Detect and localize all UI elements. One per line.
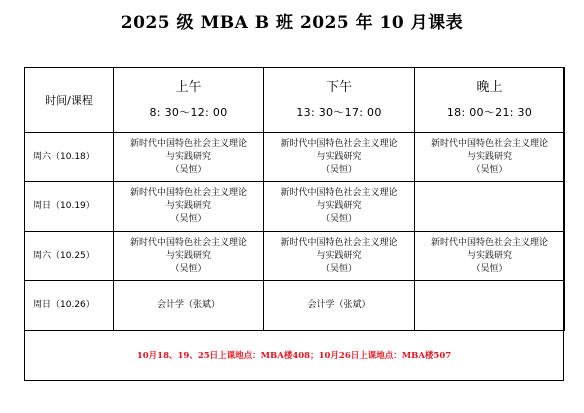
- column-time: 18: 00～21: 30: [446, 106, 533, 119]
- schedule-cell: [264, 281, 415, 331]
- course-line: （吴恒）: [170, 263, 207, 274]
- column-name: 下午: [325, 80, 352, 95]
- table-row: [25, 281, 565, 331]
- schedule-cell: [415, 133, 565, 182]
- schedule-cell-empty: [415, 182, 565, 232]
- course-line: （吴恒）: [320, 164, 357, 175]
- course-line: 与实践研究: [316, 201, 362, 211]
- table-row: [25, 133, 565, 182]
- course-line: 新时代中国特色社会主义理论: [129, 188, 247, 198]
- schedule-cell: [114, 182, 264, 232]
- course-line: （吴恒）: [170, 164, 207, 175]
- course-line: 与实践研究: [165, 151, 211, 162]
- schedule-cell: [264, 133, 415, 182]
- table-row: [25, 232, 565, 281]
- column-name: 上午: [175, 80, 202, 95]
- column-header-evening: [415, 68, 565, 133]
- column-name: 晚上: [476, 80, 503, 95]
- schedule-cell: [114, 133, 264, 182]
- schedule-cell: [264, 182, 415, 232]
- course-line: 新时代中国特色社会主义理论: [280, 138, 398, 149]
- course-line: （吴恒）: [471, 164, 508, 175]
- schedule-cell: [264, 232, 415, 281]
- row-label: 周日（10.19）: [25, 182, 114, 232]
- course-line: 与实践研究: [466, 250, 512, 261]
- schedule-cell-empty: [415, 281, 565, 331]
- column-header-afternoon: [264, 68, 415, 133]
- row-label: 周六（10.18）: [25, 133, 114, 182]
- course-line: 与实践研究: [165, 201, 211, 211]
- course-line: 与实践研究: [316, 151, 362, 162]
- course-line: 新时代中国特色社会主义理论: [430, 138, 548, 149]
- course-line: 与实践研究: [466, 151, 512, 162]
- location-note: 10月18、19、25日上课地点：MBA楼408；10月26日上课地点：MBA楼507: [136, 351, 452, 361]
- table-row: [25, 182, 565, 232]
- course-line: 新时代中国特色社会主义理论: [129, 138, 247, 149]
- course-line: 新时代中国特色社会主义理论: [280, 188, 398, 198]
- course-line: 新时代中国特色社会主义理论: [129, 237, 247, 248]
- header-row: [25, 68, 565, 133]
- course-line: 新时代中国特色社会主义理论: [280, 237, 398, 248]
- page-title: 2025 级 MBA B 班 2025 年 10 月课表: [120, 13, 464, 33]
- course-line: 与实践研究: [165, 250, 211, 261]
- column-header-morning: [114, 68, 264, 133]
- column-time: 13: 30～17: 00: [296, 106, 382, 119]
- schedule-cell: [114, 281, 264, 331]
- schedule-table: [24, 67, 565, 331]
- schedule-cell: [415, 232, 565, 281]
- column-time: 8: 30～12: 00: [149, 106, 228, 119]
- course-line: 会计学（张斌）: [156, 300, 220, 310]
- course-line: （吴恒）: [471, 263, 508, 274]
- course-line: 新时代中国特色社会主义理论: [430, 237, 548, 248]
- course-line: （吴恒）: [320, 263, 357, 274]
- row-label: 周日（10.26）: [25, 281, 114, 331]
- course-line: （吴恒）: [170, 214, 207, 224]
- schedule-cell: [114, 232, 264, 281]
- course-line: （吴恒）: [320, 214, 357, 224]
- course-line: 会计学（张斌）: [307, 300, 371, 310]
- row-label: 周六（10.25）: [25, 232, 114, 281]
- course-line: 与实践研究: [316, 250, 362, 261]
- corner-header: 时间/课程: [25, 68, 114, 133]
